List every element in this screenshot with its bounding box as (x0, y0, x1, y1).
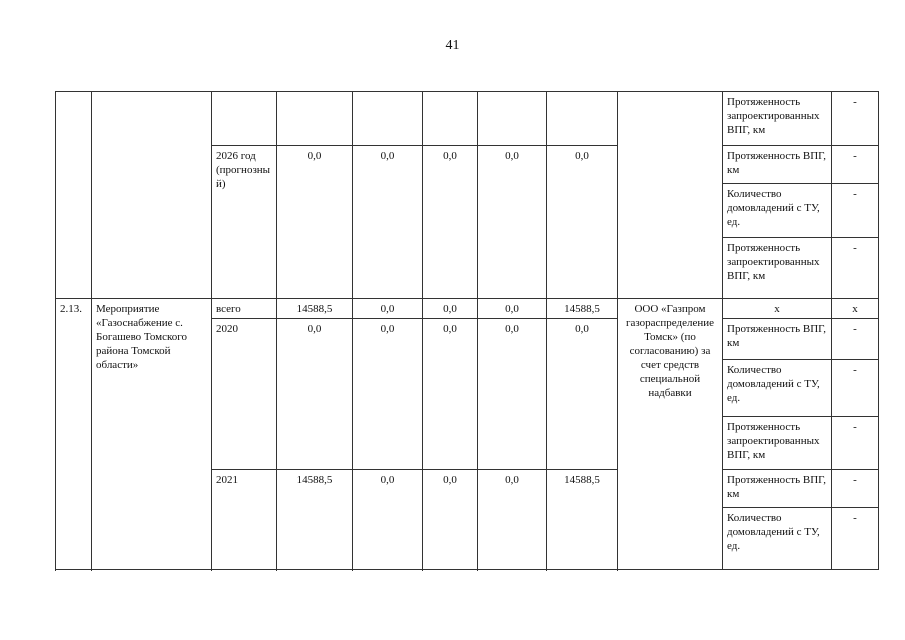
amount-cell: 0,0 (423, 299, 478, 319)
year-cell: всего (212, 299, 277, 319)
indicator-cell: х (723, 299, 832, 319)
amount-cell: 0,0 (277, 146, 353, 299)
amount-cell: 0,0 (353, 470, 423, 570)
value-cell: - (832, 319, 879, 360)
value-cell: - (832, 146, 879, 184)
table-row (56, 92, 879, 146)
indicator-cell: Количество домовладений с ТУ, ед. (723, 360, 832, 417)
value-cell: - (832, 92, 879, 146)
indicator-cell: Протяженность запроектированных ВПГ, км (723, 417, 832, 470)
value-cell: - (832, 238, 879, 299)
amount-cell: 0,0 (423, 146, 478, 299)
number-cell (56, 92, 92, 299)
table-row (56, 299, 879, 319)
amount-cell: 0,0 (478, 470, 547, 570)
amount-cell: 0,0 (547, 319, 618, 470)
value-cell: - (832, 417, 879, 470)
year-cell: 2020 (212, 319, 277, 470)
amount-cell: 14588,5 (547, 299, 618, 319)
amount-cell: 0,0 (423, 470, 478, 570)
value-cell: - (832, 470, 879, 508)
amount-cell: 14588,5 (547, 470, 618, 570)
amount-cell: 0,0 (277, 319, 353, 470)
executor-cell (618, 92, 723, 299)
program-table (55, 91, 879, 570)
amount-cell: 0,0 (423, 319, 478, 470)
item-title: Мероприятие «Газоснабжение с. Богашево Томского района Томской области» (92, 299, 212, 570)
amount-cell: 14588,5 (277, 299, 353, 319)
item-number: 2.13. (56, 299, 92, 570)
value-cell: - (832, 184, 879, 238)
page-number: 41 (445, 38, 460, 53)
amount-cell: 0,0 (353, 319, 423, 470)
indicator-cell: Протяженность ВПГ, км (723, 319, 832, 360)
indicator-cell: Протяженность ВПГ, км (723, 470, 832, 508)
value-cell: - (832, 360, 879, 417)
indicator-cell: Протяженность запроектированных ВПГ, км (723, 92, 832, 146)
executor-cell: ООО «Газпром газораспределение Томск» (по согласованию) за счет средств специальной надбавки (618, 299, 723, 570)
indicator-cell: Количество домовладений с ТУ, ед. (723, 184, 832, 238)
amount-cell: 0,0 (478, 299, 547, 319)
year-cell: 2026 год (прогнозный) (212, 146, 277, 299)
amount-cell: 14588,5 (277, 470, 353, 570)
indicator-cell: Количество домовладений с ТУ, ед. (723, 508, 832, 570)
amount-cell: 0,0 (547, 146, 618, 299)
amount-cell: 0,0 (353, 146, 423, 299)
indicator-cell: Протяженность запроектированных ВПГ, км (723, 238, 832, 299)
value-cell: х (832, 299, 879, 319)
title-cell (92, 92, 212, 299)
amount-cell: 0,0 (478, 146, 547, 299)
value-cell: - (832, 508, 879, 570)
amount-cell: 0,0 (478, 319, 547, 470)
year-cell: 2021 (212, 470, 277, 570)
indicator-cell: Протяженность ВПГ, км (723, 146, 832, 184)
amount-cell: 0,0 (353, 299, 423, 319)
